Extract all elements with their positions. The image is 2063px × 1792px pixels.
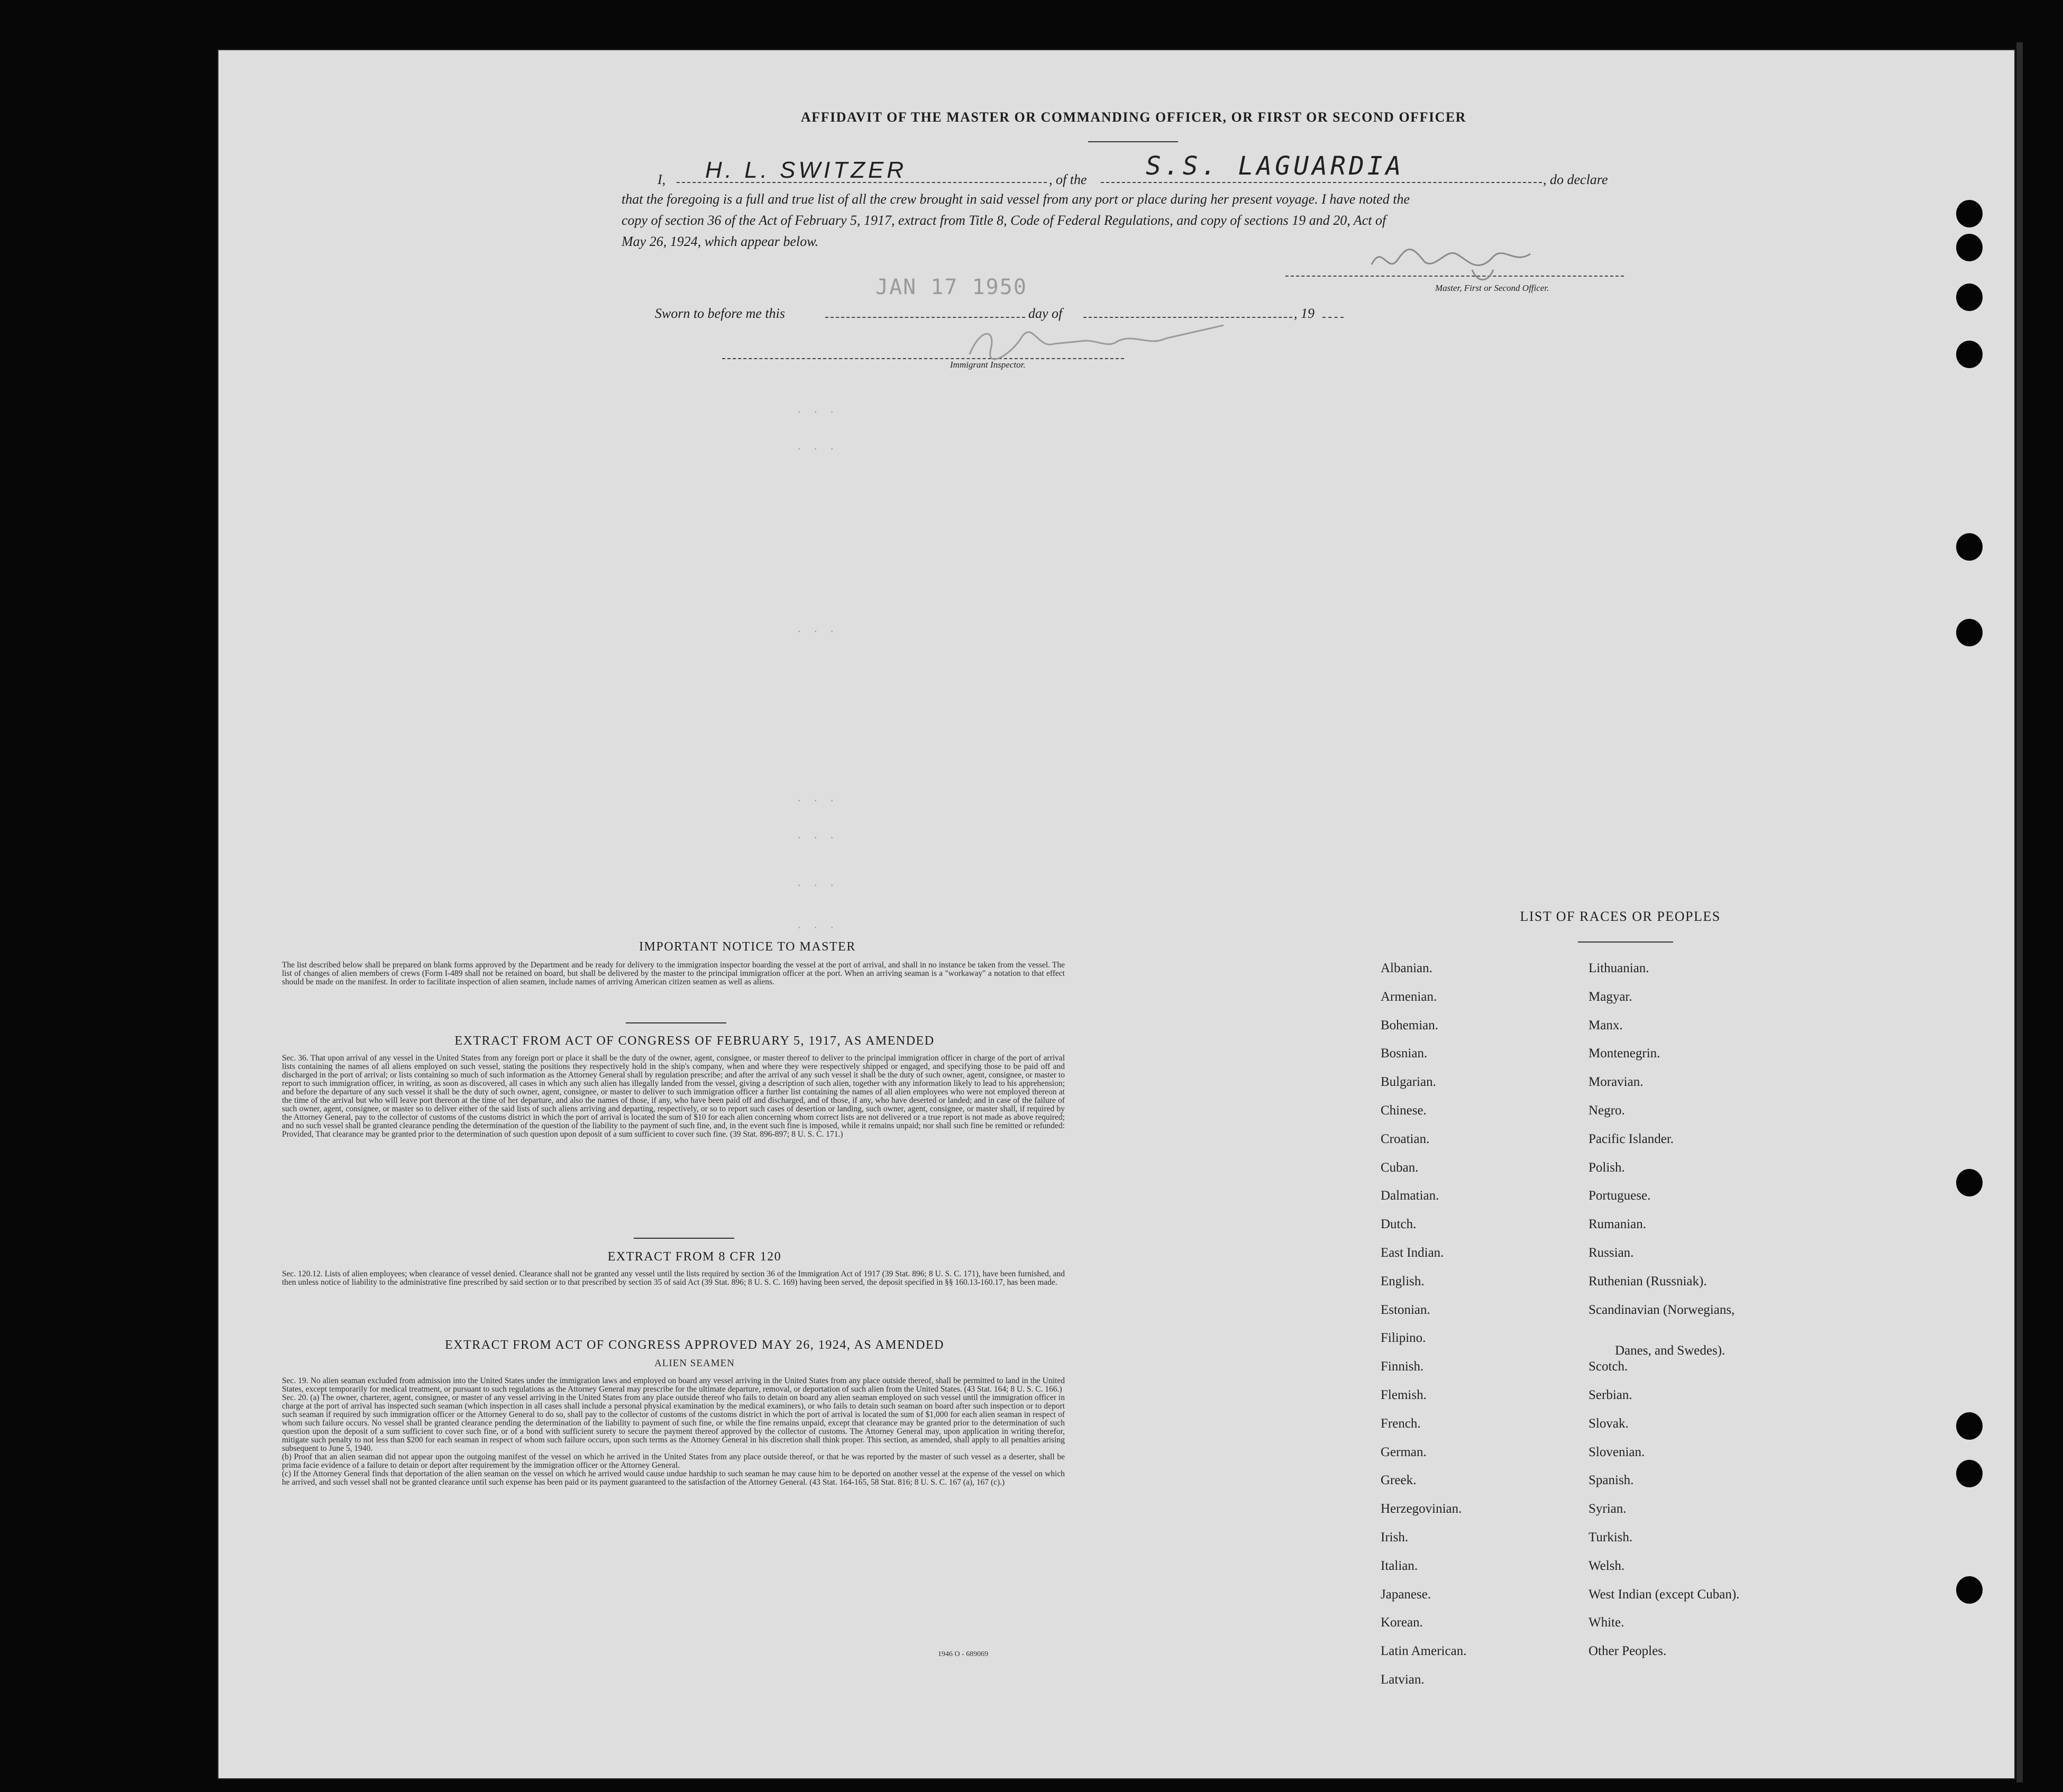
race-item: Russian. (1589, 1246, 1634, 1260)
race-item: Slovak. (1589, 1416, 1629, 1431)
race-item: Turkish. (1589, 1530, 1633, 1544)
faint-guide-marks: . . . (798, 918, 839, 931)
title-divider (1088, 141, 1178, 142)
race-item: Bosnian. (1381, 1046, 1428, 1061)
race-item: Dutch. (1381, 1217, 1417, 1232)
race-item: White. (1589, 1615, 1624, 1630)
faint-guide-marks: . . . (798, 791, 839, 804)
faint-guide-marks: . . . (798, 828, 839, 841)
race-item: Negro. (1589, 1103, 1625, 1118)
binder-hole (1956, 619, 1983, 646)
race-item: Lithuanian. (1589, 961, 1649, 975)
race-item: Montenegrin. (1589, 1046, 1660, 1061)
race-item: Slovenian. (1589, 1444, 1645, 1459)
race-item: Scotch. (1589, 1359, 1628, 1374)
race-item: Other Peoples. (1589, 1644, 1667, 1659)
inspector-caption: Immigrant Inspector. (950, 360, 1026, 370)
race-item: Greek. (1381, 1473, 1417, 1488)
race-item: Magyar. (1589, 989, 1632, 1004)
manifest-page (218, 50, 2014, 1778)
extract-1924-body (282, 1377, 1065, 1487)
binder-hole (1956, 1169, 1983, 1196)
race-item: Polish. (1589, 1160, 1625, 1175)
binder-hole (1956, 1412, 1983, 1440)
signature-caption: Master, First or Second Officer. (1435, 283, 1549, 293)
race-item: Irish. (1381, 1530, 1409, 1544)
race-item: French. (1381, 1416, 1421, 1431)
race-item: Finnish. (1381, 1359, 1424, 1374)
extract-1924-title: EXTRACT FROM ACT OF CONGRESS APPROVED MAY 26, 1924, AS AMENDED (445, 1338, 944, 1352)
race-item: Latin American. (1381, 1644, 1467, 1659)
race-item: Bulgarian. (1381, 1075, 1436, 1090)
year-blank (1322, 305, 1344, 318)
binder-hole (1956, 284, 1983, 311)
race-item: Manx. (1589, 1018, 1623, 1032)
sec-20a-paragraph: Sec. 20. (a) The owner, charterer, agent, consignee, or master of any vessel arriving in the United States from any place outside thereof who fails to detain on board any alien seaman employed on such vessel until the immigration officer in charge at the port of arrival has inspected such seaman (which inspection in all cases shall include a personal physical examination by the medical examiners), or who fails to detain such seaman on board after such inspection or to deport such seaman if required by such immigration officer or the Attorney General to do so, shall pay to the collector of customs of the customs district in which the port of arrival is located the sum of $1,000 for each alien seaman in respect of whom such failure occurs. No vessel shall be granted clearance pending the determination of the liability to payment of such fine, or while the fine remains unpaid, except that clearance may be granted prior to the determination of such question upon the deposit of a sum sufficient to cover such fine, or of a bond with sufficient surety to secure the payment thereof approved by the collector of customs. The Attorney General may, upon application in writing therefor, mitigate such penalty to not less than $200 for each seaman in respect of whom such failure occurs, upon such terms as the Attorney General in his discretion shall think proper. This section, as amended, shall apply to all penalties arising subsequent to June 5, 1940. (282, 1393, 1065, 1453)
vessel-name: S.S. LAGUARDIA (1146, 151, 1404, 181)
race-item: Croatian. (1381, 1131, 1430, 1146)
race-item: Japanese. (1381, 1587, 1431, 1602)
race-item: Chinese. (1381, 1103, 1427, 1118)
sworn-label: Sworn to before me this (655, 306, 786, 321)
notice-title: IMPORTANT NOTICE TO MASTER (639, 940, 856, 954)
section-divider (626, 1022, 726, 1023)
race-item: English. (1381, 1274, 1425, 1288)
race-item: Syrian. (1589, 1502, 1627, 1516)
declaration-line-3: May 26, 1924, which appear below. (622, 234, 819, 249)
year-label: , 19 (1294, 306, 1315, 321)
of-the-label: , of the (1049, 172, 1087, 187)
race-item: Albanian. (1381, 961, 1432, 975)
race-item: Danes, and Swedes). (1615, 1343, 1726, 1358)
extract-cfr-text: Sec. 120.12. Lists of alien employees; when clearance of vessel denied. Clearance shall not be granted any vessel until the lists required by section 36 of the Immigration Act of 1917 (39 Stat. 896; 8 U. S. C. 171), have been furnished, and then unless notice of liability to the administrative fine prescribed by said section or to that prescribed by section 35 of said Act (39 Stat. 896; 8 U. S. C. 169) having been served, the deposit specified in §§ 160.13-160.17, has been made. (282, 1269, 1065, 1287)
i-label: I, (658, 172, 666, 187)
race-item: Portuguese. (1589, 1188, 1651, 1203)
print-code: 1946 O - 689069 (938, 1650, 989, 1658)
sec-20c-paragraph: (c) If the Attorney General finds that deportation of the alien seaman on the vessel on which he arrived would cause undue hardship to such seaman he may cause him to be deported on another vessel at the expense of the vessel on which he arrived, and such vessel shall not be granted clearance until such expense has been paid or its payment guaranteed to the satisfaction of the Attorney General. (43 Stat. 164-165, 58 Stat. 816; 8 U. S. C. 167 (a), 167 (c).) (282, 1469, 1065, 1487)
race-item: East Indian. (1381, 1246, 1444, 1260)
race-item: Welsh. (1589, 1558, 1625, 1573)
faint-guide-marks: . . . (798, 439, 839, 452)
race-item: Pacific Islander. (1589, 1131, 1674, 1146)
race-item: Korean. (1381, 1615, 1423, 1630)
race-item: Flemish. (1381, 1388, 1427, 1402)
faint-guide-marks: . . . (798, 621, 839, 635)
faint-guide-marks: . . . (798, 402, 839, 415)
binder-hole (1956, 200, 1983, 227)
extract-cfr-title: EXTRACT FROM 8 CFR 120 (607, 1250, 782, 1264)
race-item: Filipino. (1381, 1331, 1426, 1346)
race-item: Moravian. (1589, 1075, 1644, 1090)
notice-text: The list described below shall be prepared on blank forms approved by the Department and be ready for delivery to the immigration inspector boarding the vessel at the port of arrival, and shall in no instance be taken from the vessel. The list of changes of alien members of crews (Form I-489 shall not be retained on board, but shall be delivered by the master to the principal immigration officer at the port. When an arriving seaman is a "workaway" a notation to that effect should be made on the manifest. In order to facilitate inspection of alien seamen, include names of arriving American citizen seamen as well as aliens. (282, 961, 1065, 986)
races-title: LIST OF RACES OR PEOPLES (1520, 909, 1721, 924)
master-signature (1366, 233, 1536, 286)
inspector-signature (959, 317, 1234, 365)
race-item: Italian. (1381, 1558, 1418, 1573)
day-blank (825, 305, 1025, 318)
extract-1917-title: EXTRACT FROM ACT OF CONGRESS OF FEBRUARY 5, 1917, AS AMENDED (454, 1034, 935, 1048)
race-item: Serbian. (1589, 1388, 1632, 1402)
declaration-line-2: copy of section 36 of the Act of February 5, 1917, extract from Title 8, Code of Federal Regulations, and copy of sections 19 and 20, Act of (622, 213, 1386, 228)
binder-hole (1956, 1460, 1983, 1487)
affidavit-title: AFFIDAVIT OF THE MASTER OR COMMANDING OFFICER, OR FIRST OR SECOND OFFICER (801, 109, 1466, 125)
race-item: Dalmatian. (1381, 1188, 1439, 1203)
sec-20b-paragraph: (b) Proof that an alien seaman did not appear upon the outgoing manifest of the vessel on which he arrived in the United States from any place outside thereof, or that he was reported by the master of such vessel as a deserter, shall be prima facie evidence of a failure to detain or deport after requirement by the immigration officer or the Attorney General. (282, 1452, 1065, 1470)
master-name: H. L. SWITZER (705, 157, 907, 183)
race-item: Scandinavian (Norwegians, (1589, 1302, 1735, 1317)
race-item: German. (1381, 1444, 1427, 1459)
date-stamp: JAN 17 1950 (875, 275, 1027, 299)
race-item: Cuban. (1381, 1160, 1419, 1175)
races-divider (1578, 941, 1673, 943)
extract-1917-text: Sec. 36. That upon arrival of any vessel in the United States from any foreign port or place it shall be the duty of the owner, agent, consignee, or master thereof to deliver to the principal immigration officer in charge of the port of arrival lists containing the names of all aliens employed on such vessel, stating the positions they respectively hold in the ship's company, when and where they were respectively shipped or engaged, and specifying those to be paid off and discharged in the port of arrival; or lists containing so much of such information as the Attorney General shall by regulation prescribe; and after the arrival of any such vessel it shall be the duty of such owner, agent, consignee, or master to report to such immigration officer, in writing, as soon as discovered, all cases in which any such alien has illegally landed from the vessel, giving a description of such alien, together with any information likely to lead to his apprehension; and before the departure of any such vessel it shall be the duty of such owner, agent, consignee, or master to deliver to such immigration officer a further list containing the names of all alien employees who were not employed thereon at the time of the arrival but who will leave port thereon at the time of her departure, and also the names of those, if any, who have been paid off and discharged, and of those, if any, who have deserted or landed; and in case of the failure of such owner, agent, consignee, or master so to deliver either of the said lists of such aliens arriving and departing, respectively, or so to report such cases of desertion or landing, such owner, agent, consignee, or master shall, if required by the Attorney General, pay to the collector of customs of the customs district in which the port of arrival is located the sum of $10 for each alien concerning whom correct lists are not delivered or a true report is not made as above required; and no such vessel shall be granted clearance pending the determination of the question of the liability to the payment of such fine, and, in the event such fine is imposed, while it remains unpaid; nor shall such fine be remitted or refunded: Provided, That clearance may be granted prior to the determination of such question upon deposit of a sum sufficient to cover such fine. (39 Stat. 896-897; 8 U. S. C. 171.) (282, 1054, 1065, 1139)
race-item: Spanish. (1589, 1473, 1634, 1488)
binder-hole (1956, 234, 1983, 261)
do-declare-label: , do declare (1543, 172, 1608, 187)
month-blank (1083, 305, 1292, 318)
declaration-line-1: that the foregoing is a full and true list of all the crew brought in said vessel from any port or place during her present voyage. I have noted the (622, 191, 1410, 207)
day-of-label: day of (1028, 306, 1063, 321)
extract-1924-subtitle: ALIEN SEAMEN (654, 1358, 735, 1369)
race-item: Latvian. (1381, 1672, 1425, 1687)
binder-hole (1956, 533, 1983, 561)
race-item: West Indian (except Cuban). (1589, 1587, 1740, 1602)
section-divider (634, 1238, 734, 1239)
race-item: Rumanian. (1589, 1217, 1647, 1232)
faint-guide-marks: . . . (798, 875, 839, 889)
sec-19-paragraph: Sec. 19. No alien seaman excluded from admission into the United States under the immigration laws and employed on board any vessel arriving in the United States from any place outside thereof, shall be permitted to land in the United States, except temporarily for medical treatment, or pursuant to such regulations as the Attorney General may prescribe for the ultimate departure, removal, or deportation of such alien from the United States. (43 Stat. 164; 8 U. S. C. 166.) (282, 1376, 1065, 1394)
binder-hole (1956, 341, 1983, 368)
declaration-first-line (658, 151, 1848, 189)
race-item: Bohemian. (1381, 1018, 1439, 1032)
race-item: Herzegovinian. (1381, 1502, 1462, 1516)
race-item: Armenian. (1381, 989, 1437, 1004)
race-item: Estonian. (1381, 1302, 1430, 1317)
binder-hole (1956, 1576, 1983, 1604)
declaration-text (622, 189, 1843, 252)
race-item: Ruthenian (Russniak). (1589, 1274, 1707, 1288)
film-edge (2016, 42, 2023, 1782)
